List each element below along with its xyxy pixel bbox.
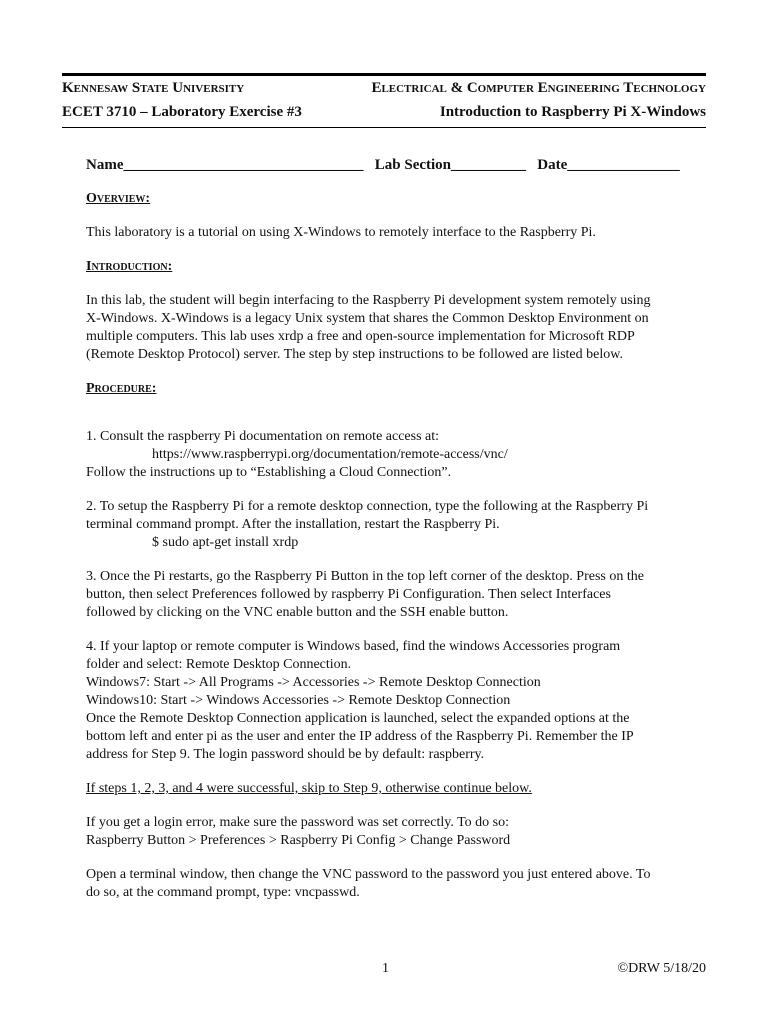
student-fields [86,156,706,176]
install-command: $ sudo apt-get install xrdp [152,535,299,550]
overview-heading: Overview: [86,191,151,206]
login-error-paragraph [86,814,706,850]
intro-line: X-Windows. X-Windows is a legacy Unix system that shares the Common Desktop Environment on [86,311,649,326]
step-3-line: followed by clicking on the VNC enable button and the SSH enable button. [86,605,509,620]
step-2 [86,498,706,552]
lab-section-field: Lab Section__________ [374,157,527,173]
step-4-line: Windows7: Start -> All Programs -> Accessories -> Remote Desktop Connection [86,675,541,690]
step-4-line: 4. If your laptop or remote computer is Windows based, find the windows Accessories program [86,639,621,654]
page-number: 1 [382,961,389,976]
procedure-heading: Procedure: [86,381,157,396]
introduction-heading: Introduction: [86,259,173,274]
date-field: Date_______________ [537,157,680,173]
step-1-instruction: Follow the instructions up to “Establishing a Cloud Connection”. [86,465,452,480]
step-4-line: folder and select: Remote Desktop Connection. [86,657,352,672]
documentation-url: https://www.raspberrypi.org/documentation/remote-access/vnc/ [152,447,508,462]
introduction-paragraph [86,292,706,364]
change-password-path: Raspberry Button > Preferences > Raspberry Pi Config > Change Password [86,833,511,848]
university-name: Kennesaw State University [62,80,245,96]
vnc-text: do so, at the command prompt, type: vncpasswd. [86,885,360,900]
copyright-notice: ©DRW 5/18/20 [617,961,706,976]
intro-line: (Remote Desktop Protocol) server. The step by step instructions to be followed are listed below. [86,347,623,362]
step-1-text: 1. Consult the raspberry Pi documentation on remote access at: [86,429,440,444]
step-4 [86,638,706,764]
document-body [86,156,706,918]
intro-line: In this lab, the student will begin interfacing to the Raspberry Pi development system remotely using [86,293,651,308]
intro-line: multiple computers. This lab uses xrdp a free and open-source implementation for Microsoft RDP [86,329,635,344]
step-2-text: 2. To setup the Raspberry Pi for a remote desktop connection, type the following at the Raspberry Pi [86,499,649,514]
header-row-2 [62,104,706,121]
name-field: Name________________________________ [86,157,364,173]
step-3-line: 3. Once the Pi restarts, go the Raspberry Pi Button in the top left corner of the desktop. Press on the [86,569,644,584]
step-2-text: terminal command prompt. After the installation, restart the Raspberry Pi. [86,517,500,532]
overview-text: This laboratory is a tutorial on using X-Windows to remotely interface to the Raspberry Pi. [86,225,596,240]
header-row-1 [62,80,706,97]
header-top-rule [62,73,706,76]
vnc-text: Open a terminal window, then change the VNC password to the password you just entered above. To [86,867,651,882]
step-3 [86,568,706,622]
skip-note: If steps 1, 2, 3, and 4 were successful, skip to Step 9, otherwise continue below. [86,781,532,796]
department-name: Electrical & Computer Engineering Technology [371,80,706,96]
step-3-line: button, then select Preferences followed by raspberry Pi Configuration. Then select Interfaces [86,587,611,602]
step-4-line: Windows10: Start -> Windows Accessories -> Remote Desktop Connection [86,693,511,708]
vnc-password-paragraph [86,866,706,902]
step-4-line: address for Step 9. The login password should be by default: raspberry. [86,747,485,762]
step-4-line: Once the Remote Desktop Connection application is launched, select the expanded options at the [86,711,630,726]
step-4-line: bottom left and enter pi as the user and enter the IP address of the Raspberry Pi. Remember the IP [86,729,634,744]
course-title: ECET 3710 – Laboratory Exercise #3 [62,104,302,120]
header-bottom-rule [62,127,706,128]
login-error-text: If you get a login error, make sure the password was set correctly. To do so: [86,815,510,830]
step-1 [86,428,706,482]
lab-title: Introduction to Raspberry Pi X-Windows [439,104,706,120]
